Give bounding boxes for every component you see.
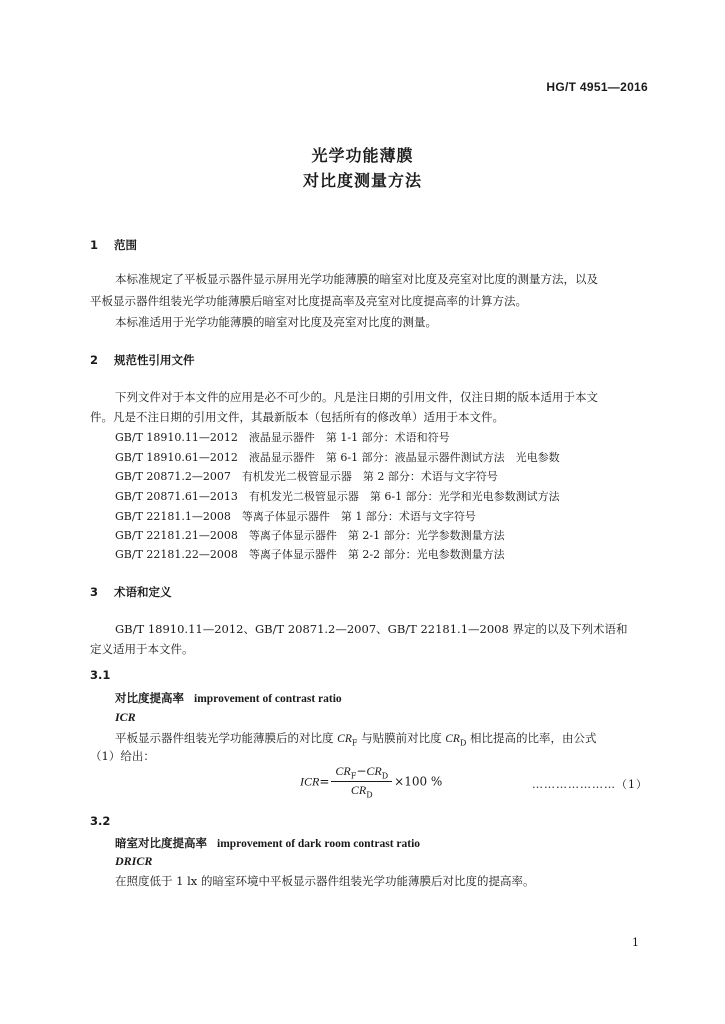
variable-cr: CR — [337, 733, 352, 745]
clause-3-1-term — [115, 690, 342, 706]
normative-reference: GB/T 22181.21—2008 等离子体显示器件 第 2-1 部分：光学参数测量方法 — [115, 529, 505, 542]
document-title-line1: 光学功能薄膜 — [311, 146, 414, 165]
term-english: improvement of contrast ratio — [194, 693, 342, 705]
fraction-numerator — [331, 764, 392, 782]
clause-3-2-abbreviation: DRICR — [115, 854, 153, 868]
clause-3-1-definition-line-2: （1）给出： — [90, 749, 155, 763]
formula-tail: ×100 % — [394, 774, 443, 789]
term-english: improvement of dark room contrast ratio — [217, 838, 421, 850]
numerator-term: CR — [366, 764, 382, 778]
standard-number: HG/T 4951—2016 — [546, 80, 648, 94]
definition-text: 相比提高的比率，由公式 — [470, 731, 597, 745]
normative-reference: GB/T 22181.1—2008 等离子体显示器件 第 1 部分：术语与文字符号 — [115, 510, 476, 523]
subscript: F — [350, 771, 357, 781]
section-3-number: 3 — [90, 585, 99, 599]
section-1-paragraph-1-line-2: 平板显示器件组装光学功能薄膜后暗室对比度提高率及亮室对比度提高率的计算方法。 — [90, 294, 527, 308]
variable-cr: CR — [445, 733, 460, 745]
clause-3-1-abbreviation: ICR — [115, 710, 136, 724]
section-1-paragraph-1-line-1: 本标准规定了平板显示器件显示屏用光学功能薄膜的暗室对比度及亮室对比度的测量方法，以及 — [115, 272, 598, 286]
section-3-heading — [90, 584, 172, 600]
clause-3-2-term — [115, 835, 420, 851]
subscript: F — [351, 738, 358, 748]
section-1-paragraph-2: 本标准适用于光学功能薄膜的暗室对比度及亮室对比度的测量。 — [115, 315, 437, 329]
clause-3-1-number: 3.1 — [90, 668, 111, 682]
clause-3-2-definition: 在照度低于 1 lx 的暗室环境中平板显示器件组装光学功能薄膜后对比度的提高率。 — [115, 874, 535, 888]
minus-sign: − — [356, 764, 367, 778]
denominator-term: CR — [350, 783, 367, 798]
section-2-paragraph-line-2: 件。凡是不注日期的引用文件，其最新版本（包括所有的修改单）适用于本文件。 — [90, 410, 504, 424]
section-1-heading — [90, 237, 137, 253]
normative-reference: GB/T 18910.61—2012 液晶显示器件 第 6-1 部分：液晶显示器件测试方法 光电参数 — [115, 451, 560, 464]
definition-text: 平板显示器件组装光学功能薄膜后的对比度 — [115, 731, 334, 745]
normative-reference: GB/T 20871.2—2007 有机发光二极管显示器 第 2 部分：术语与文字符号 — [115, 470, 498, 483]
normative-reference: GB/T 20871.61—2013 有机发光二极管显示器 第 6-1 部分：光学和光电参数测试方法 — [115, 490, 560, 503]
document-title-line2: 对比度测量方法 — [302, 171, 422, 190]
definition-text: 与贴膜前对比度 — [361, 731, 442, 745]
section-3-paragraph-line-1: GB/T 18910.11—2012、GB/T 20871.2—2007、GB/T 22181.1—2008 界定的以及下列术语和 — [115, 622, 628, 636]
page-number: 1 — [632, 936, 639, 949]
numerator-term: CR — [335, 764, 351, 778]
clause-3-2-number: 3.2 — [90, 814, 111, 828]
section-2-number: 2 — [90, 353, 99, 367]
formula-fraction — [331, 764, 392, 800]
section-3-title: 术语和定义 — [114, 585, 172, 599]
term-chinese: 对比度提高率 — [115, 691, 184, 705]
section-2-title: 规范性引用文件 — [114, 353, 195, 367]
subscript: D — [366, 790, 373, 800]
clause-3-1-definition-line-1 — [115, 729, 597, 752]
formula-equals: = — [319, 774, 330, 789]
formula-lhs: ICR — [300, 774, 320, 789]
section-2-heading — [90, 352, 195, 368]
formula-1 — [300, 764, 442, 800]
section-2-paragraph-line-1: 下列文件对于本文件的应用是必不可少的。凡是注日期的引用文件，仅注日期的版本适用于本文 — [115, 390, 598, 404]
section-3-paragraph-line-2: 定义适用于本文件。 — [90, 642, 194, 656]
section-1-title: 范围 — [114, 238, 137, 252]
section-1-number: 1 — [90, 238, 99, 252]
term-chinese: 暗室对比度提高率 — [115, 836, 207, 850]
equation-number: …………………（1） — [532, 778, 648, 791]
normative-reference: GB/T 18910.11—2012 液晶显示器件 第 1-1 部分：术语和符号 — [115, 431, 450, 444]
subscript: D — [381, 771, 389, 781]
fraction-denominator — [331, 782, 392, 799]
normative-reference: GB/T 22181.22—2008 等离子体显示器件 第 2-2 部分：光电参数测量方法 — [115, 548, 505, 561]
subscript: D — [459, 738, 467, 748]
